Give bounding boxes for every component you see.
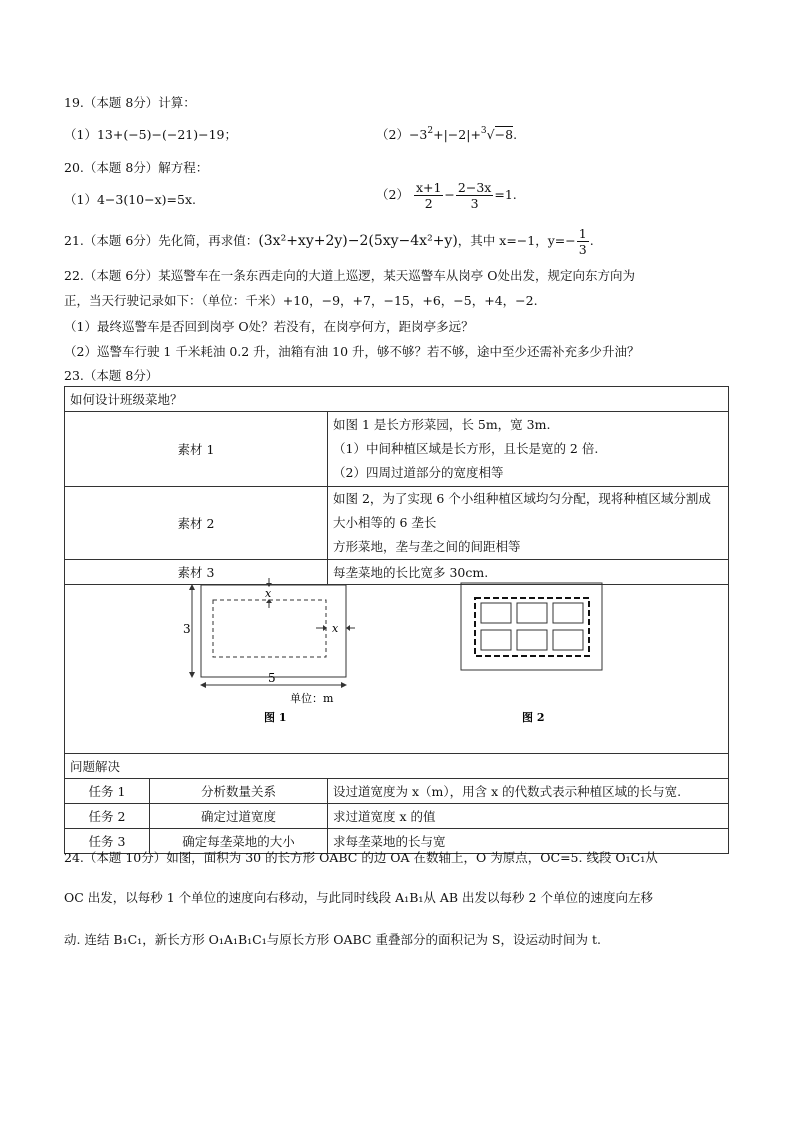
q20-title: 20.（本题 8分）解方程：: [64, 160, 209, 175]
fig2-planting-area: [475, 598, 589, 656]
task-1-id: 任务 1: [65, 779, 150, 804]
q20-part2: [376, 180, 517, 211]
q19-part2-end: .: [513, 127, 518, 142]
material-1-line-2: （1）中间种植区域是长方形，且长是宽的 2 倍.: [333, 441, 599, 456]
fig2-caption: 图 2: [522, 711, 545, 724]
q19-part2-label: （2）: [376, 127, 409, 142]
q19-part1-expr: 13+(−5)−(−21)−19；: [96, 127, 237, 142]
task-2-id: 任务 2: [65, 804, 150, 829]
material-1-content: [328, 412, 729, 487]
q19-root-index: 3: [480, 126, 487, 136]
fig1-caption: 图 1: [264, 711, 287, 724]
q23-header: 如何设计班级菜地？: [65, 387, 729, 412]
task-3-name: 确定每垄菜地的大小: [150, 829, 328, 854]
q21-end: .: [589, 233, 594, 248]
fig1-length-label: 5: [268, 671, 276, 685]
material-3-content: 每垄菜地的长比宽多 30cm.: [328, 560, 729, 585]
q21: [64, 226, 594, 257]
figure-2: [460, 582, 610, 726]
q22-line-3: （1）最终巡警车是否回到岗亭 O处？若没有，在岗亭何方，距岗亭多远？: [64, 319, 474, 334]
q21-cond: ，其中 x=−1，y=−: [457, 233, 576, 248]
fig1-arrowhead: [341, 682, 347, 688]
fig2-plot: [481, 630, 511, 650]
table-row: [65, 387, 729, 412]
q20-f1-num: x+1: [415, 180, 442, 195]
q21-expr: (3x²+xy+2y)−2(5xy−4x²+y): [258, 233, 458, 249]
q20-part1-label: （1）: [64, 192, 97, 207]
q19-part2: [376, 125, 517, 143]
table-row: [65, 412, 729, 487]
table-row: [65, 779, 729, 804]
material-2-label: 素材 2: [65, 487, 328, 560]
fig1-arrowhead: [346, 625, 350, 631]
material-3-label: 素材 3: [65, 560, 328, 585]
q20-f2-num: 2−3x: [457, 180, 492, 195]
fig2-plot: [553, 630, 583, 650]
task-2-desc: 求过道宽度 x 的值: [328, 804, 729, 829]
q20-part2-label: （2）: [376, 187, 409, 202]
q21-y-den: 3: [578, 242, 587, 257]
q20-f2-den: 3: [470, 196, 479, 211]
q20-fraction-2: [456, 180, 493, 211]
cube-root-icon: √: [486, 127, 495, 142]
q22-line-4: （2）巡警车行驶 1 千米耗油 0.2 升，油箱有油 10 升，够不够？若不够，途中至少还需补充多少升油？: [64, 344, 640, 359]
figures-cell: [65, 585, 729, 754]
q20-fraction-1: [414, 180, 443, 211]
fig2-plot: [481, 603, 511, 623]
table-row: [65, 487, 729, 560]
q19-part2-exponent: 2: [427, 126, 434, 136]
fig1-x-top-label: x: [265, 587, 272, 600]
q19-part1-label: （1）: [64, 127, 97, 142]
task-2-name: 确定过道宽度: [150, 804, 328, 829]
table-row: [65, 804, 729, 829]
table-row: [65, 585, 729, 754]
q20-part2-end: =1.: [494, 187, 517, 202]
fig2-plot: [553, 603, 583, 623]
fig1-outer-rect: [201, 585, 346, 677]
fig1-arrowhead: [189, 672, 195, 678]
task-1-desc: 设过道宽度为 x（m），用含 x 的代数式表示种植区域的长与宽.: [328, 779, 729, 804]
q22-line-2: 正，当天行驶记录如下：（单位：千米）+10，−9，+7，−15，+6，−5，+4，−2.: [64, 293, 538, 308]
q19-part1: [64, 125, 237, 143]
table-row: [65, 560, 729, 585]
task-3-id: 任务 3: [65, 829, 150, 854]
material-1-line-3: （2）四周过道部分的宽度相等: [333, 465, 504, 480]
material-1-label: 素材 1: [65, 412, 328, 487]
task-1-name: 分析数量关系: [150, 779, 328, 804]
q19-root-body: −8: [494, 127, 514, 142]
fig1-arrowhead: [189, 584, 195, 590]
figure-1: [180, 578, 360, 726]
q20-minus: −: [444, 187, 455, 202]
fig2-plot: [517, 603, 547, 623]
q21-y-fraction: [577, 226, 589, 257]
q19-title: 19.（本题 8分）计算：: [64, 95, 196, 110]
q19-part2-expr-a: −3: [408, 127, 428, 142]
material-2-line-2: 方形菜地，垄与垄之间的间距相等: [333, 539, 521, 554]
q24-line-1: 24.（本题 10分）如图，面积为 30 的长方形 OABC 的边 OA 在数轴上，O 为原点，OC=5. 线段 O₁C₁从: [64, 850, 658, 865]
material-2-line-1: 如图 2，为了实现 6 个小组种植区域均匀分配，现将种植区域分割成大小相等的 6 垄长: [333, 491, 711, 530]
fig1-inner-dashed-rect: [213, 600, 326, 657]
q22-line-1: 22.（本题 6分）某巡警车在一条东西走向的大道上巡逻，某天巡警车从岗亭 O处出发，规定向东方向为: [64, 268, 636, 283]
task-3-desc: 求每垄菜地的长与宽: [328, 829, 729, 854]
material-1-line-1: 如图 1 是长方形菜园，长 5m，宽 3m.: [333, 417, 551, 432]
q20-part1: [64, 190, 196, 208]
material-2-content: [328, 487, 729, 560]
q24-line-2: OC 出发，以每秒 1 个单位的速度向右移动，与此同时线段 A₁B₁从 AB 出发以每秒 2 个单位的速度向左移: [64, 890, 653, 905]
table-row: [65, 754, 729, 779]
q24-line-3: 动. 连结 B₁C₁，新长方形 O₁A₁B₁C₁与原长方形 OABC 重叠部分的面积记为 S，设运动时间为 t.: [64, 932, 601, 947]
q23-table: [64, 386, 729, 854]
fig1-unit-label: 单位：m: [290, 692, 334, 705]
q19-part2-expr-b: +|−2|+: [433, 127, 481, 142]
q20-f1-den: 2: [424, 196, 433, 211]
q20-part1-expr: 4−3(10−x)=5x.: [96, 192, 196, 207]
q21-title: 21.（本题 6分）先化简，再求值：: [64, 233, 259, 248]
problem-header: 问题解决: [65, 754, 729, 779]
fig1-x-right-label: x: [332, 622, 339, 635]
fig1-arrowhead: [200, 682, 206, 688]
fig2-plot: [517, 630, 547, 650]
q23-title: 23.（本题 8分）: [64, 368, 159, 383]
q21-y-num: 1: [578, 226, 587, 241]
fig1-width-label: 3: [183, 622, 191, 636]
